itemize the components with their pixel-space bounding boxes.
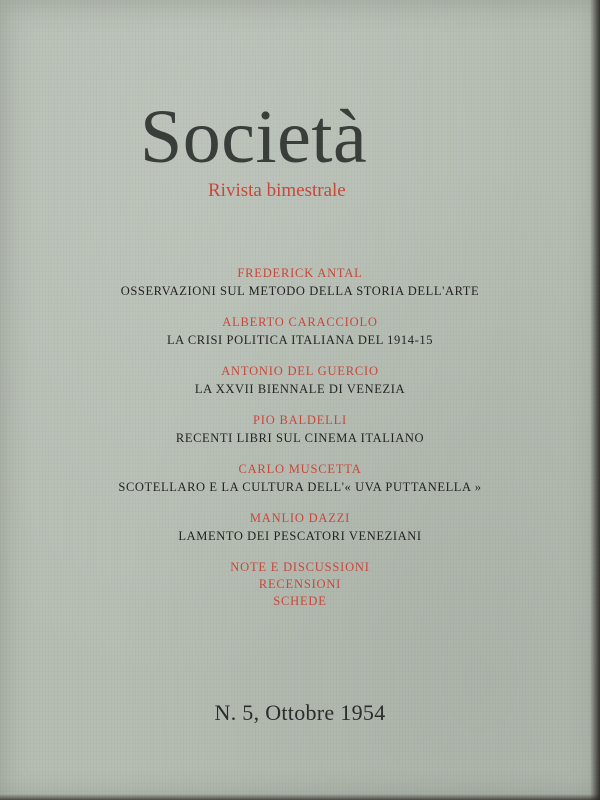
entry-title: OSSERVAZIONI SUL METODO DELLA STORIA DELL'ARTE — [120, 284, 480, 298]
magazine-subtitle: Rivista bimestrale — [208, 180, 346, 201]
entry-title: LA CRISI POLITICA ITALIANA DEL 1914-15 — [166, 333, 434, 347]
entry-author: ANTONIO DEL GUERCIO — [221, 364, 379, 378]
entry-title: RECENTI LIBRI SUL CINEMA ITALIANO — [175, 431, 425, 445]
entry-title: LA XXVII BIENNALE DI VENEZIA — [194, 382, 406, 396]
magazine-title: Società — [140, 95, 368, 179]
entry-author: CARLO MUSCETTA — [238, 462, 362, 476]
additional-sections — [40, 559, 560, 610]
entry-author: ALBERTO CARACCIOLO — [222, 315, 378, 329]
entry-author: MANLIO DAZZI — [249, 511, 351, 525]
table-of-contents — [40, 265, 560, 610]
cover-edge-shadow — [590, 0, 600, 800]
section-cards: SCHEDE — [273, 594, 327, 608]
cover-bottom-shadow — [0, 794, 600, 800]
entry-author: FREDERICK ANTAL — [237, 266, 363, 280]
contents-entry — [40, 265, 560, 300]
section-notes: NOTE E DISCUSSIONI — [230, 560, 370, 574]
contents-entry — [40, 363, 560, 398]
section-reviews: RECENSIONI — [258, 577, 342, 591]
contents-entry — [40, 412, 560, 447]
entry-title: LAMENTO DEI PESCATORI VENEZIANI — [178, 529, 422, 543]
entry-author: PIO BALDELLI — [253, 413, 347, 427]
entry-title: SCOTELLARO E LA CULTURA DELL'« UVA PUTTANELLA » — [118, 480, 482, 494]
issue-number: N. 5, Ottobre 1954 — [214, 700, 386, 725]
contents-entry — [40, 510, 560, 545]
contents-entry — [40, 314, 560, 349]
contents-entry — [40, 461, 560, 496]
